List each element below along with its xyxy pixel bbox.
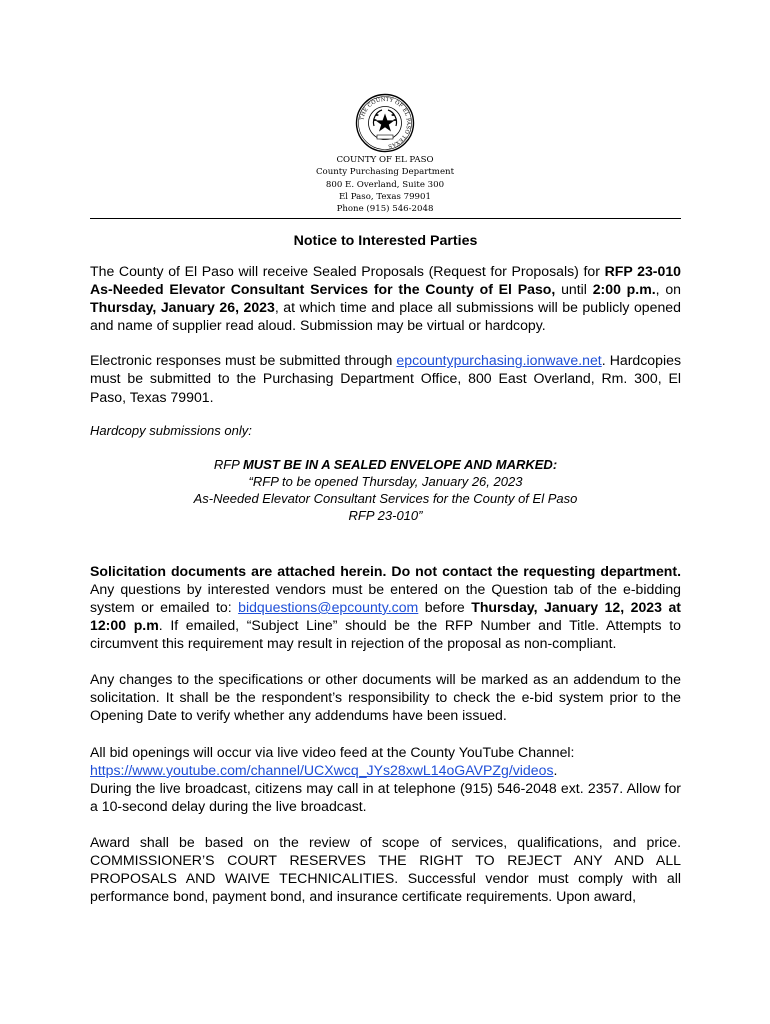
opening-time: 2:00 p.m. xyxy=(592,281,656,298)
letterhead-address xyxy=(0,154,770,215)
electronic-text-1: Electronic responses must be submitted through xyxy=(90,352,397,369)
solicitation-text-2: before xyxy=(418,598,472,615)
bid-openings-text-1: All bid openings will occur via live video feed at the County YouTube Channel: xyxy=(90,743,575,760)
envelope-line-4: RFP 23-010” xyxy=(348,507,423,523)
paragraph-electronic xyxy=(90,351,681,405)
ionwave-link[interactable]: epcountypurchasing.ionwave.net xyxy=(396,352,602,369)
seal-text: THE COUNTY OF EL PASO TEXAS xyxy=(359,96,412,149)
envelope-prefix: RFP xyxy=(213,456,243,472)
intro-text-1: The County of El Paso will receive Sealed Proposals (Request for Proposals) for xyxy=(90,263,605,279)
intro-text-4: , at which time and place all submissions will be publicly opened and name of supplier read aloud. Submission may be virtual or hardcopy. xyxy=(90,299,681,334)
question-deadline: Thursday, January 12, 2023 at 12:00 p.m xyxy=(90,598,681,634)
electronic-text-2: . Hardcopies must be submitted to the Purchasing Department Office, 800 East Overland, Rm. 300, El Paso, Texas 79901. xyxy=(90,352,681,405)
envelope-heading-bold: MUST BE IN A SEALED ENVELOPE AND MARKED: xyxy=(242,456,558,472)
letterhead-line-street: 800 E. Overland, Suite 300 xyxy=(325,179,445,190)
bid-openings-text-2: During the live broadcast, citizens may call in at telephone (915) 546-2048 ext. 2357. Allow for a 10-second delay during the live broadcast. xyxy=(90,779,681,814)
bid-openings-period: . xyxy=(553,761,558,778)
youtube-channel-link[interactable]: https://www.youtube.com/channel/UCXwcq_JYs28xwL14oGAVPZg/videos xyxy=(90,761,554,778)
envelope-instructions xyxy=(90,456,681,524)
solicitation-text-3: . If emailed, “Subject Line” should be the RFP Number and Title. Attempts to circumvent this requirement may result in rejection of the proposal as non-compliant. xyxy=(90,617,681,652)
notice-body xyxy=(90,232,681,905)
rfp-title: RFP 23-010 As-Needed Elevator Consultant Services for the County of El Paso, xyxy=(90,263,682,298)
envelope-heading xyxy=(90,456,681,473)
opening-date: Thursday, January 26, 2023 xyxy=(90,299,275,316)
page-title: Notice to Interested Parties xyxy=(293,233,478,249)
paragraph-addendum: Any changes to the specifications or other documents will be marked as an addendum to the solicitation. It shall be the respondent’s responsibility to check the e-bid system prior to the Opening Date to verify whether any addendums have been issued. xyxy=(90,671,681,724)
letterhead-line-department: County Purchasing Department xyxy=(315,167,455,178)
letterhead-line-city: El Paso, Texas 79901 xyxy=(339,191,431,202)
envelope-line-2: “RFP to be opened Thursday, January 26, 2023 xyxy=(248,473,523,489)
envelope-line-3: As-Needed Elevator Consultant Services for the County of El Paso xyxy=(193,490,578,506)
letterhead-line-phone: Phone (915) 546-2048 xyxy=(336,204,434,215)
intro-text-2: until xyxy=(555,281,593,298)
header-divider xyxy=(90,218,681,219)
hardcopy-note: Hardcopy submissions only: xyxy=(90,422,252,438)
paragraph-intro xyxy=(90,262,681,334)
bidquestions-email-link[interactable]: bidquestions@epcounty.com xyxy=(238,598,419,615)
intro-text-3: , on xyxy=(655,281,681,298)
paragraph-bid-openings xyxy=(90,743,681,815)
paragraph-solicitation xyxy=(90,562,681,652)
solicitation-text-1: Any questions by interested vendors must be entered on the Question tab of the e-bidding system or emailed to: xyxy=(90,580,681,615)
letterhead-line-county: COUNTY OF EL PASO xyxy=(336,155,434,165)
county-seal-icon xyxy=(355,93,415,153)
paragraph-award: Award shall be based on the review of scope of services, qualifications, and price. COMMISSIONER’S COURT RESERVES THE RIGHT TO REJECT ANY AND ALL PROPOSALS AND WAIVE TECHNICALITIES. Successful vendor must comply with all performance bond, payment bond, and insurance certificate requirements. Upon award, xyxy=(90,833,681,905)
solicitation-warning: Solicitation documents are attached herein. Do not contact the requesting department. xyxy=(90,562,681,579)
